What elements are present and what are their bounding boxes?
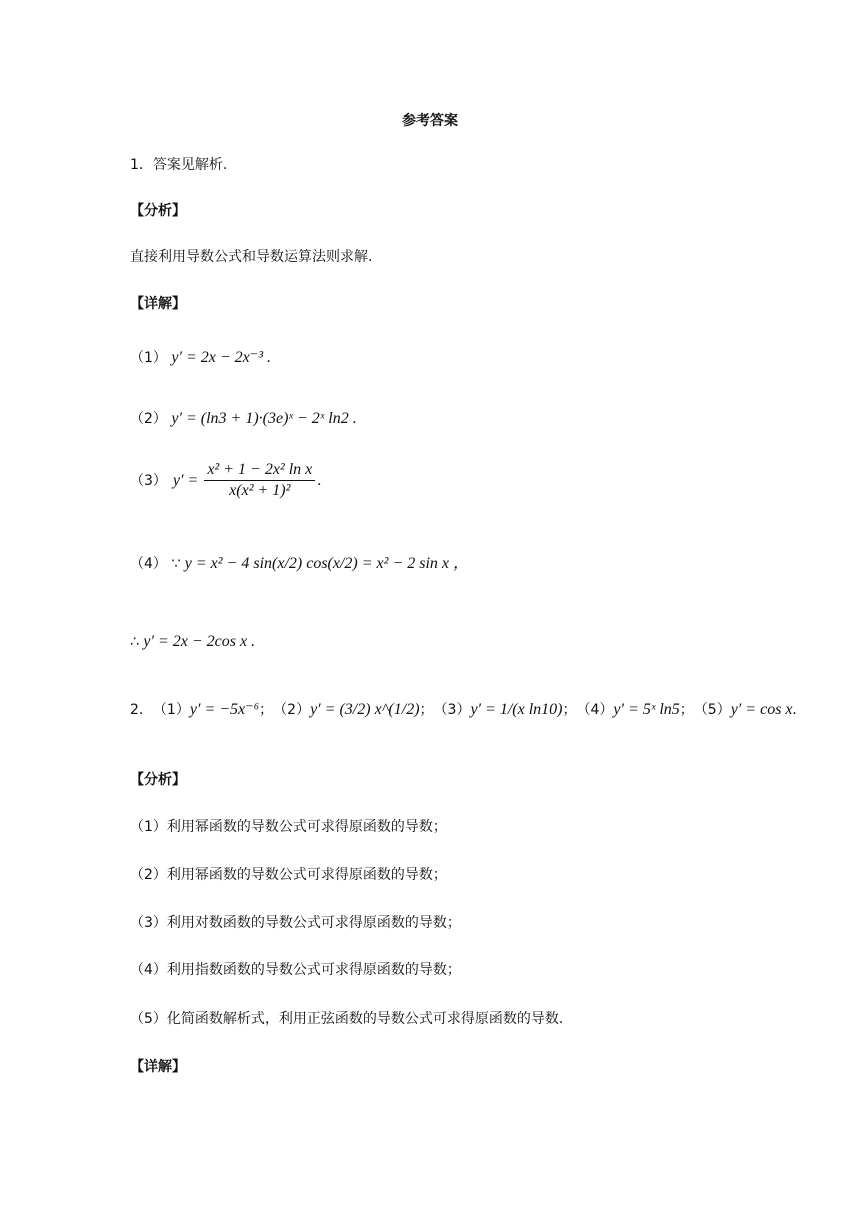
equation: y′ = (3/2) x^(1/2) [310, 701, 420, 718]
equation: y = x² − 4 sin(x/2) cos(x/2) = x² − 2 sin x ， [184, 555, 470, 572]
equation: y′ = 5ˣ ln5 [613, 701, 680, 718]
q1-part-2 [130, 411, 357, 427]
q2-head: 2． [130, 702, 153, 718]
part-label: （3） [130, 472, 167, 489]
equation: y′ = 1/(x ln10) [470, 701, 563, 718]
q1-part-3: （3） y′ = $\frac{\text{x² + 1 − 2x² ln x}}{\text{x(x² + 1)²}}$ . [130, 461, 322, 499]
q1-part-4 [130, 556, 469, 572]
q1-part-1 [130, 350, 271, 366]
q2-analysis-line: （3）利用对数函数的导数公式可求得原函数的导数； [130, 915, 461, 931]
q2-analysis-line: （2）利用幂函数的导数公式可求得原函数的导数； [130, 867, 447, 883]
part-label: （4） [576, 702, 614, 718]
equation: y′ = 2x − 2cos x . [143, 633, 256, 650]
therefore-symbol: ∴ [130, 634, 139, 650]
q2-analysis-line: （5）化简函数解析式，利用正弦函数的导数公式可求得原函数的导数. [130, 1011, 564, 1027]
part-label: （5） [693, 702, 731, 718]
equation: y′ = cos x [730, 701, 793, 718]
part-label: （2） [273, 702, 311, 718]
q2-analysis-line: （4）利用指数函数的导数公式可求得原函数的导数； [130, 962, 461, 978]
q1-head: 1．答案见解析. [130, 157, 228, 173]
part-label: （3） [433, 702, 471, 718]
q2-answers: 2． （1） y′ = −5x⁻⁶ ； （2） y′ = (3/2) x^(1/2) ； （3） y′ = 1/(x ln10) ； （4） y′ = 5ˣ ln5 ； （5） y′ = cos x . [130, 701, 797, 718]
because-symbol: ∵ [171, 556, 181, 572]
q1-conclusion [130, 634, 255, 650]
denominator: x(x² + 1)² [229, 482, 291, 499]
equation: y′ = (ln3 + 1)·(3e)ˣ − 2ˣ ln2 . [171, 410, 357, 427]
equation: y′ = −5x⁻⁶ [189, 701, 260, 718]
q1-detail-tag: 【详解】 [130, 296, 186, 312]
part-label: （4） [130, 556, 167, 572]
q1-analysis-tag: 【分析】 [130, 203, 186, 219]
equation: y′ = 2x − 2x⁻³ . [171, 349, 272, 366]
q2-analysis-tag: 【分析】 [130, 772, 186, 788]
fraction [204, 462, 315, 499]
q2-detail-tag: 【详解】 [130, 1059, 186, 1075]
q1-analysis-text: 直接利用导数公式和导数运算法则求解. [130, 249, 373, 265]
part-label: （2） [130, 411, 167, 427]
part-label: （1） [130, 350, 167, 366]
numerator: x² + 1 − 2x² ln x [204, 462, 315, 481]
q2-analysis-line: （1）利用幂函数的导数公式可求得原函数的导数； [130, 819, 447, 835]
part-label: （1） [152, 702, 190, 718]
page-title: 参考答案 [402, 113, 458, 129]
